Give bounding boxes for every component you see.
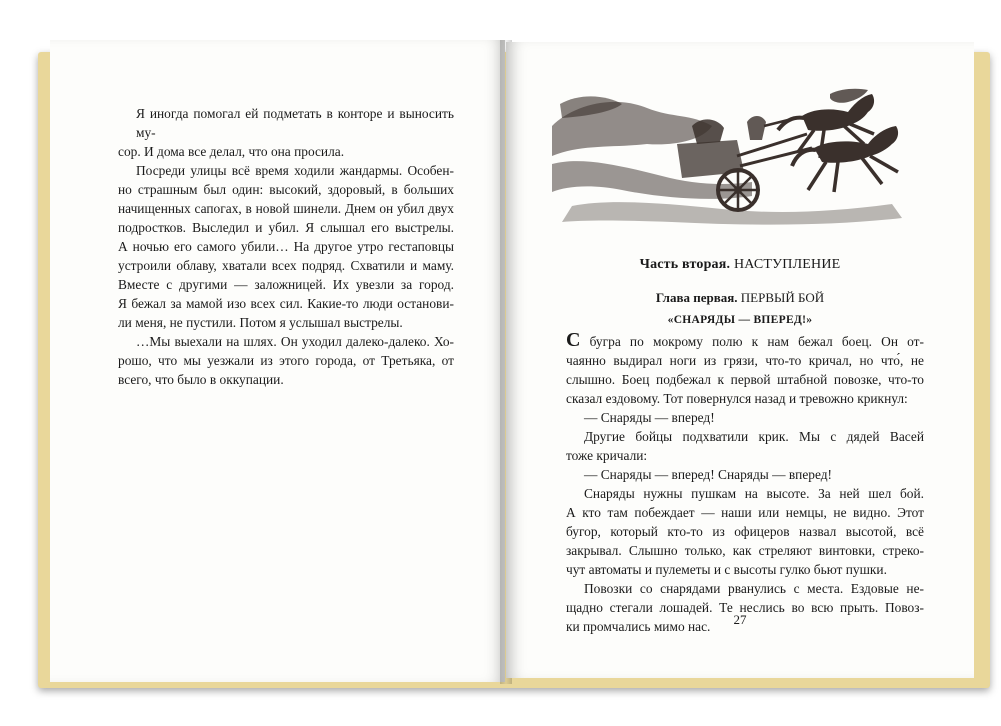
text-line-content: всего, что было в оккупации. <box>118 372 284 387</box>
drop-cap: С <box>566 329 581 351</box>
text-line-content: начищенных сапогах, в новой шинели. Днем он убил двух <box>118 201 454 216</box>
text-line-content: — Снаряды — вперед! Снаряды — вперед! <box>584 467 833 482</box>
text-line-content: сказал ездовому. Тот повернулся назад и тревожно крикнул: <box>566 391 908 406</box>
text-line <box>118 237 454 256</box>
text-line <box>566 351 924 370</box>
text-line-content: закрывал. Слышно только, как стреляют винтовки, стреко- <box>566 543 924 558</box>
text-line-content: ли меня, не пустили. Потом я услышал выстрелы. <box>118 315 403 330</box>
page-number: 27 <box>733 612 747 627</box>
text-line <box>118 180 454 199</box>
text-line-content: тоже кричали: <box>566 448 648 463</box>
chapter-subtitle: «СНАРЯДЫ — ВПЕРЕД!» <box>667 314 813 326</box>
text-line-content: …Мы выехали на шлях. Он уходил далеко-далеко. Хо- <box>136 334 454 349</box>
chapter-label: Глава первая. <box>655 290 738 305</box>
text-line <box>118 218 454 237</box>
text-line <box>118 256 454 275</box>
text-line <box>566 503 924 522</box>
text-line <box>566 484 924 503</box>
text-line-content: Вместе с другими — заложницей. Их увезли за город. <box>118 277 454 292</box>
text-line <box>566 579 924 598</box>
text-line-content: Снаряды нужны пушкам на высоте. За ней шел бой. <box>584 486 924 501</box>
right-page-text <box>566 331 924 636</box>
text-line <box>118 313 454 332</box>
part-title <box>506 257 974 273</box>
part-name: НАСТУПЛЕНИЕ <box>733 257 841 272</box>
text-line-content: рошо, что мы уезжали из этого города, от Третьяка, от <box>118 353 454 368</box>
text-line <box>566 465 924 484</box>
left-page-text <box>118 104 454 389</box>
text-line <box>118 294 454 313</box>
text-line-content: Посреди улицы всё время ходили жандармы. Особен- <box>136 163 454 178</box>
text-line-content: А кто там побеждает — наши или немцы, не видно. Этот <box>566 505 924 520</box>
horses-cart-illustration <box>552 86 914 228</box>
text-line-content: ки промчались мимо нас. <box>566 619 711 634</box>
text-line-content: Я бежал за мамой изо всех сил. Какие-то люди останови- <box>118 296 454 311</box>
text-line <box>566 408 924 427</box>
text-line-content: бугор, который кто-то из офицеров назвал высотой, всё <box>566 524 924 539</box>
text-line-content: — Снаряды — вперед! <box>584 410 715 425</box>
text-line <box>566 370 924 389</box>
text-line <box>118 104 454 142</box>
text-line-content: щадно стегали лошадей. Те неслись во всю прыть. Повоз- <box>566 600 924 615</box>
text-line-content: бугра по мокрому полю к нам бежал боец. Он от- <box>580 334 924 349</box>
text-line-content: Повозки со снарядами рванулись с места. Ездовые не- <box>584 581 924 596</box>
text-line <box>566 522 924 541</box>
text-line-content: слышно. Боец подбежал к первой штабной повозке, что-то <box>566 372 924 387</box>
text-line-content: но страшным был один: высокий, здоровый, в больших <box>118 182 454 197</box>
text-line <box>566 446 924 465</box>
text-line-content: Я иногда помогал ей подметать в конторе и выносить му- <box>136 106 454 140</box>
text-line <box>118 275 454 294</box>
text-line-content: устроили облаву, хватали всех подряд. Схватили и маму. <box>118 258 454 273</box>
left-page <box>50 40 505 682</box>
right-page <box>506 42 974 678</box>
text-line-content: сор. И дома все делал, что она просила. <box>118 144 345 159</box>
text-line-content: чут автоматы и пулеметы и с высоты гулко бьют пушки. <box>566 562 887 577</box>
text-line <box>118 370 454 389</box>
text-line <box>566 427 924 446</box>
text-line <box>118 161 454 180</box>
chapter-name: ПЕРВЫЙ БОЙ <box>740 290 825 305</box>
text-line <box>118 142 454 161</box>
part-label: Часть вторая. <box>639 257 731 272</box>
text-line <box>118 199 454 218</box>
text-line <box>566 389 924 408</box>
text-line <box>566 331 924 351</box>
text-line-content: чаянно выдирал ноги из грязи, что-то кричал, но что́, не <box>566 353 924 368</box>
text-line <box>566 541 924 560</box>
text-line <box>118 332 454 351</box>
chapter-title <box>506 290 974 306</box>
text-line-content: подростков. Выследил и убил. Я слышал его выстрелы. <box>118 220 454 235</box>
text-line-content: Другие бойцы подхватили крик. Мы с дядей Васей <box>584 429 924 444</box>
text-line <box>566 560 924 579</box>
text-line-content: А ночью его самого убили… На другое утро гестаповцы <box>118 239 454 254</box>
text-line <box>118 351 454 370</box>
